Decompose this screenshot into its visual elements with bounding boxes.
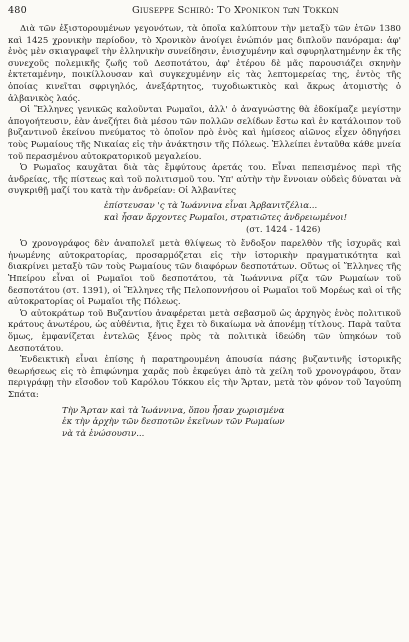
paragraph-4: Ὁ χρονογράφος δὲν ἀναπολεῖ μετὰ θλίψεως τὸ ἔνδοξον παρελθὸν τῆς ἰσχυρᾶς καὶ ἡνωμένης αὐτοκρατορίας, προσαρμόζεται εἰς τὴν ἱστορικὴν πραγματικότητα καὶ διακρίνει μεταξὺ τῶν τοὺς Ρωμαίους τῶν διαφόρων δεσποτάτων. Οὕτως οἱ Ἕλληνες τῆς Ἠπείρου εἶναι οἱ Ρωμαῖοι τοῦ δεσποτάτου, τὰ Ἰωάννινα ρίζα τῶν Ρωμαίων τοῦ δεσποτάτου (στ. 1391), οἱ Ἕλληνες τῆς Πελοποννήσου οἱ Ρωμαῖοι τοῦ Μορέως καὶ οἱ τῆς αὐτοκρατορίας οἱ Ρωμαῖοι τῆς Πόλεως. — [8, 239, 401, 308]
verse-quote-2-line-2: ἐκ τὴν ἀρχὴν τῶν δεσποτῶν ἐκεῖνων τῶν Ρωμαίων — [62, 417, 285, 428]
page-header — [8, 5, 401, 19]
page-number: 480 — [8, 5, 27, 16]
verse-quote-1-line-2: καὶ ἦσαν ἄρχοντες Ρωμαῖοι, στρατιῶτες ἀνδρειωμένοι! — [104, 212, 348, 223]
verse-quote-1-line-1: ἐπίστευσαν 'ς τὰ Ἰωάννινα εἶναι Ἀρβανιτζέλια... — [104, 200, 318, 211]
verse-quote-1 — [8, 201, 401, 236]
paragraph-1: Διὰ τῶν ἐξιστορουμένων γεγονότων, τὰ ὁποῖα καλύπτουν τὴν μεταξὺ τῶν ἐτῶν 1380 καὶ 1425 χρονικὴν περίοδον, τὸ Χρονικὸν ἀνοίγει ἐνώπιόν μας διπλοῦν πανόραμα: ἀφ' ἑνὸς μὲν σκιαγραφεῖ τὴν ἑλληνικὴν συνείδησιν, ἐνισχυμένην καὶ σφυρηλατημένην ἐκ τῆς συνεχοῦς πολεμικῆς ζωῆς τοῦ Δεσποτάτου, ἀφ' ἑτέρου δὲ μᾶς παρουσιάζει σκηνὴν ἐκτεταμένην, ποικίλλουσαν καὶ συγκεχυμένην εἰς τὰς λεπτομερείας της, ἐντὸς τῆς ὁποίας κινεῖται σφριγηλός, ἀνεξάρτητος, τυχοδιωκτικὸς καὶ ἄκρως ἀτομιστὴς ὁ ἀλβανικὸς λαός. — [8, 24, 401, 104]
verse-quote-2-line-3: νὰ τὰ ἑνώσουσιν... — [62, 429, 145, 440]
paragraph-6: Ἐνδεικτικὴ εἶναι ἐπίσης ἡ παρατηρουμένη ἀπουσία πάσης βυζαντινῆς ἱστορικῆς θεωρήσεως εἰς τὸ ἐπιφώνημα χαρᾶς ποὺ ἐκφεύγει ἀπὸ τὰ χείλη τοῦ χρονογράφου, ὅταν περιγράφῃ τὴν εἴσοδον τοῦ Καρόλου Τόκκου εἰς τὴν Ἄρταν, μετὰ τὸν φόνον τοῦ Ἰαγούπη Σπάτα: — [8, 355, 401, 401]
paragraph-3: Ὁ Ρωμαῖος καυχᾶται διὰ τὰς ἔμφύτους ἀρετάς του. Εἶναι πεπεισμένος περὶ τῆς ἀνδρείας, τῆς πίστεως καὶ τοῦ πολιτισμοῦ του. Ὑπ' αὐτὴν τὴν ἔννοιαν οὐδεὶς δύναται νὰ συγκριθῇ μαζί του κατὰ τὴν ἀνδρείαν: Οἱ Ἀλβανίτες — [8, 163, 401, 197]
paragraph-5: Ὁ αὐτοκράτωρ τοῦ Βυζαντίου ἀναφέρεται μετὰ σεβασμοῦ ὡς ἀρχηγὸς ἑνὸς πολιτικοῦ κράτους ἀνωτέρου, ὡς αὐθέντια, ἥτις ἔχει τὸ δικαίωμα νὰ ἀπονέμῃ τίτλους. Παρὰ ταῦτα ὅμως, ἐμφανίζεται ἐντελῶς ξένος πρὸς τὰ πολιτικὰ ἰδεώδη τῶν ὑπηκόων τοῦ Δεσποτάτου. — [8, 308, 401, 354]
paragraph-2: Οἱ Ἕλληνες γενικῶς καλοῦνται Ρωμαῖοι, ἀλλ' ὁ ἀναγνώστης θὰ ἐδοκίμαζε μεγίστην ἀπογοήτευσιν, ἐὰν ἀνεζήτει διὰ μέσου τῶν πολλῶν σελίδων ἔστω καὶ ἐν κατάλοιπον τοῦ βυζαντινοῦ ἐκείνου πνεύματος τὸ ὁποῖον πρὸ ἑνὸς καὶ ἡμίσεος αἰῶνος εἶχεν ὁδηγήσει τοὺς Ρωμαίους τῆς Νικαίας εἰς τὴν ἀνάκτησιν τῆς Πόλεως. Ἑλλείπει ἐνταῦθα κάθε μνεία τοῦ περασμένου αὐτοκρατορικοῦ μεγαλείου. — [8, 105, 401, 162]
running-title: Giuseppe Schirò: Τὸ Χρονικὸν τῶν Τόκκων — [132, 5, 339, 16]
page-body — [8, 24, 401, 441]
verse-quote-1-reference: (στ. 1424 - 1426) — [246, 224, 321, 235]
verse-quote-2 — [8, 406, 401, 441]
verse-quote-2-line-1: Τὴν Ἄρταν καὶ τὰ Ἰωάννινα, ὅπου ἦσαν χωρισμένα — [62, 405, 285, 416]
